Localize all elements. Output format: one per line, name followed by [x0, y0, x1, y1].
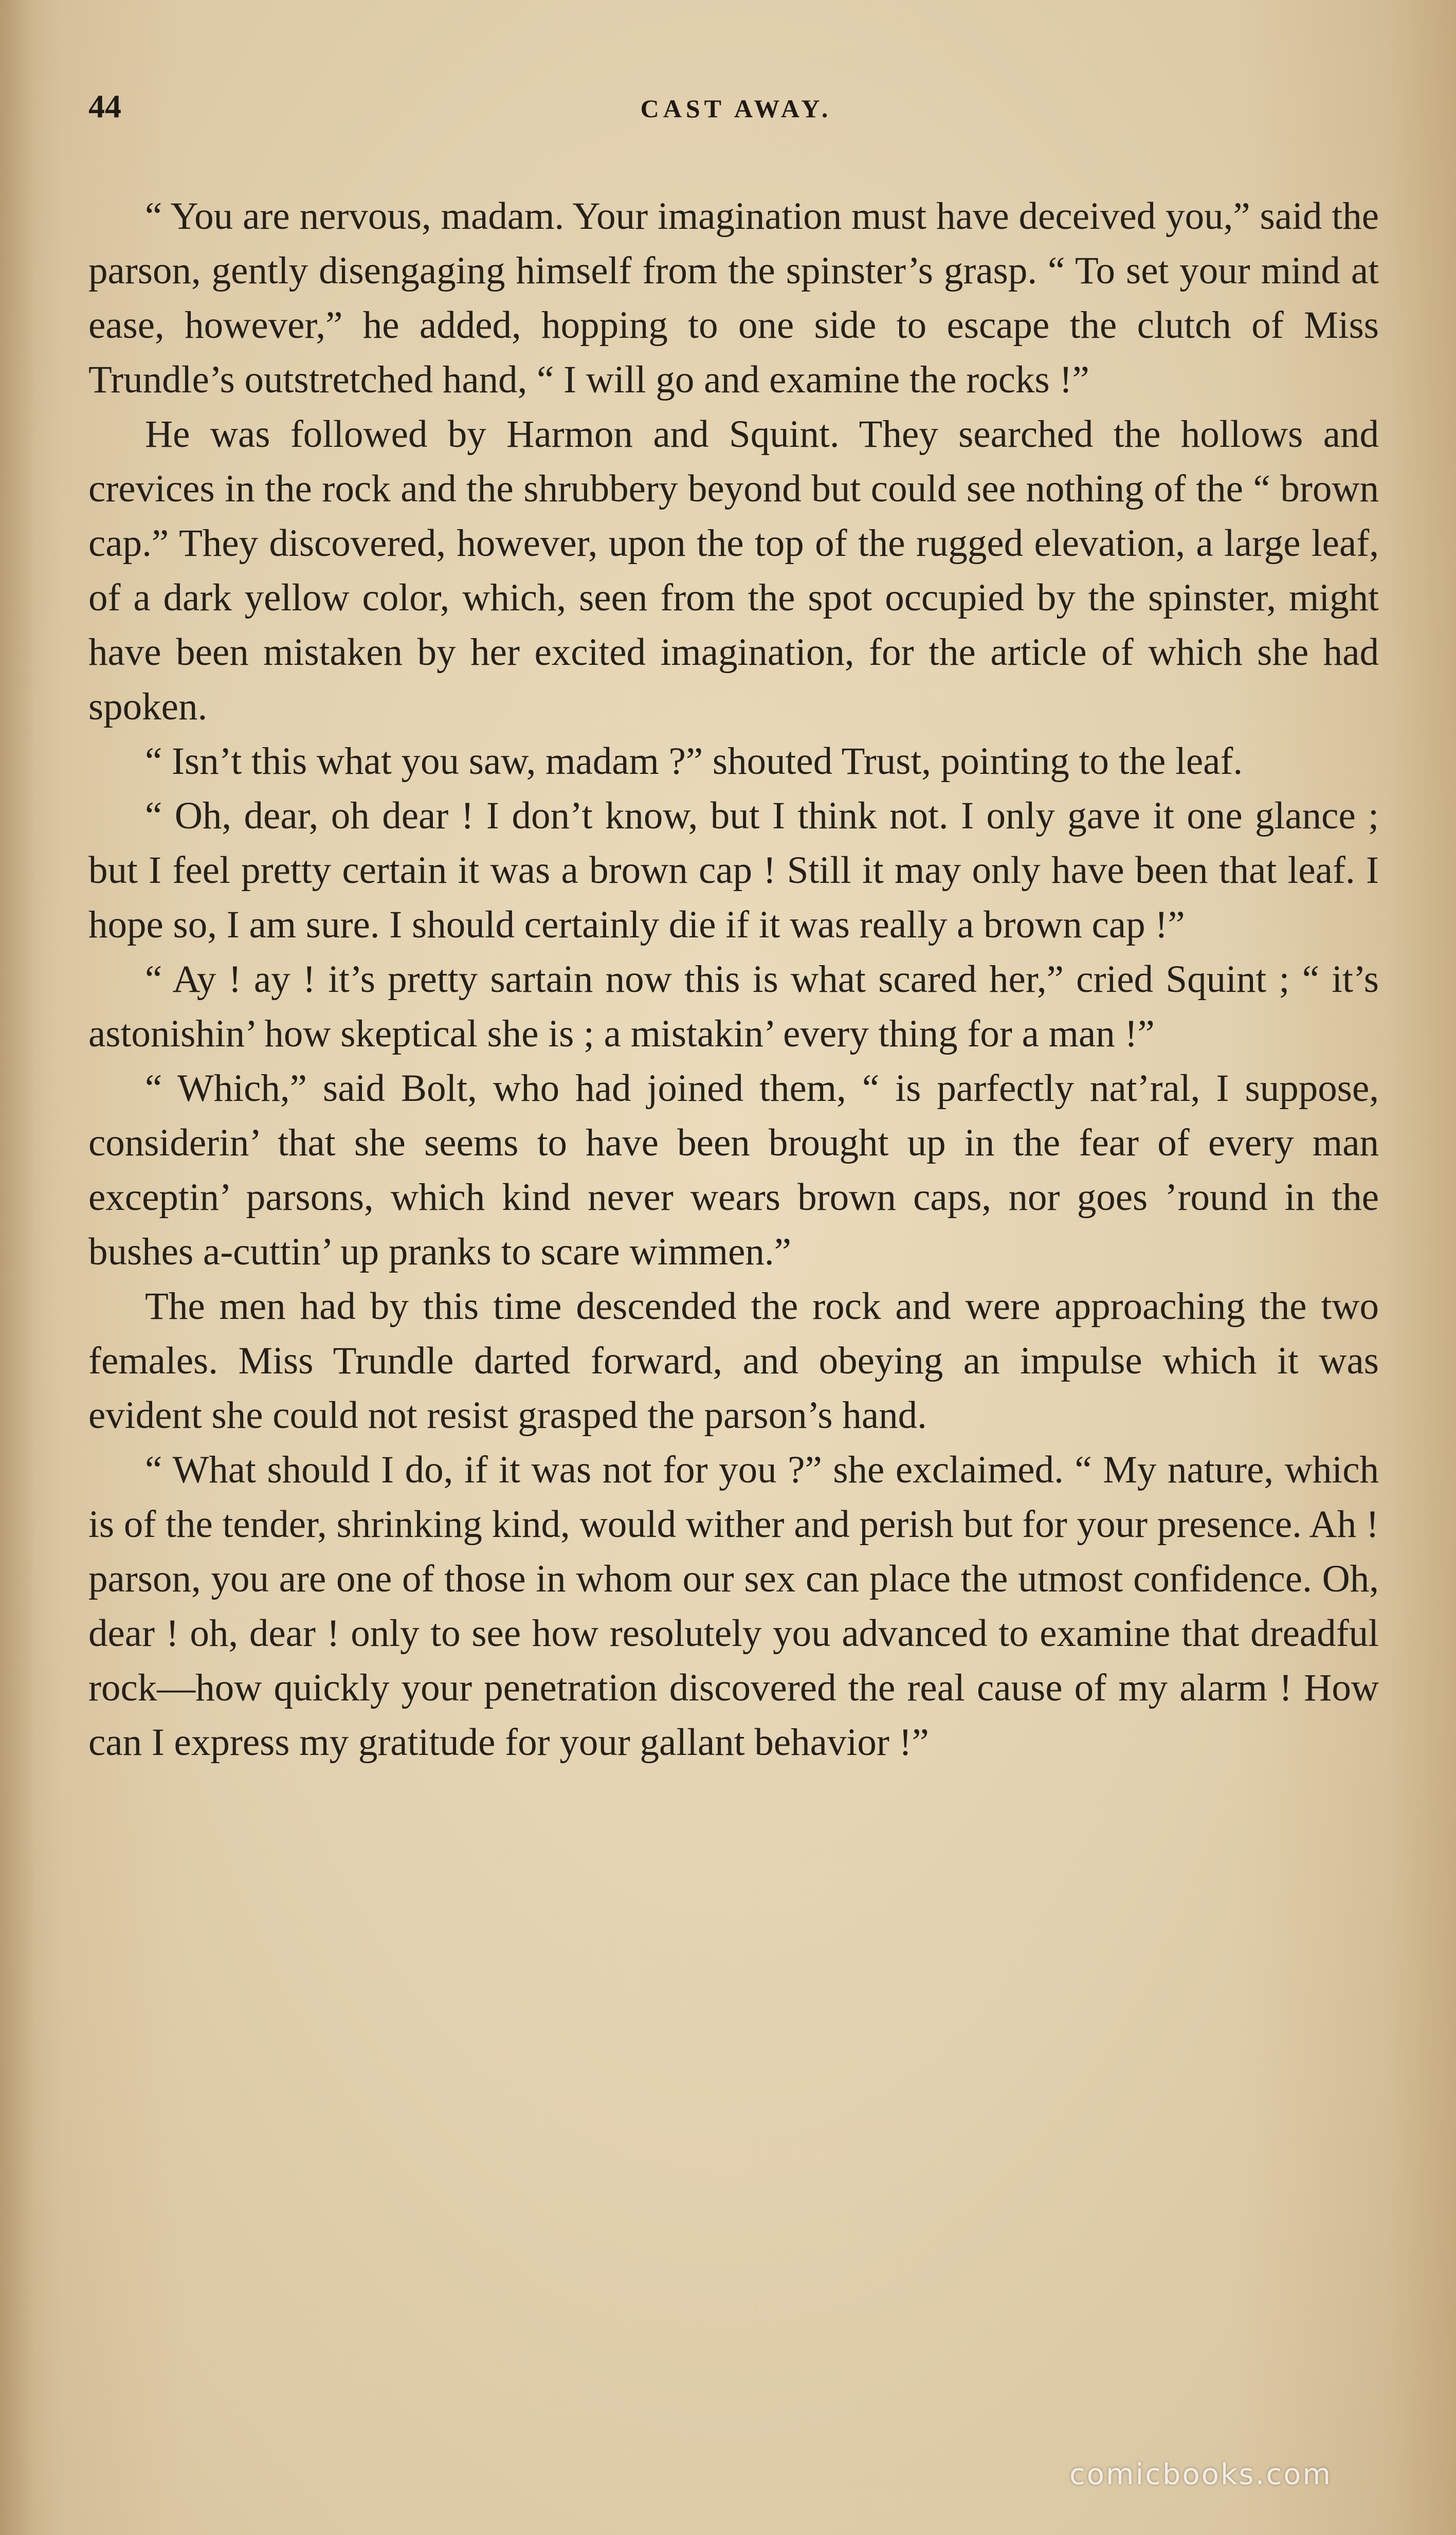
- body-text: [88, 189, 1379, 1770]
- paragraph-8: “ What should I do, if it was not for you ?” she exclaimed. “ My nature, which is of the tender, shrinking kind, would wither and perish but for your presence. Ah ! parson, you are one of those in whom our sex can place the utmost confidence. Oh, dear ! oh, dear ! only to see how resolutely you advanced to examine that dreadful rock—how quickly your penetration discovered the real cause of my alarm ! How can I express my gratitude for your gallant behavior !”: [88, 1448, 1379, 1764]
- paragraph-2: He was followed by Harmon and Squint. They searched the hollows and crevices in the rock and the shrubbery beyond but could see nothing of the “ brown cap.” They discovered, however, upon the top of the rugged elevation, a large leaf, of a dark yellow color, which, seen from the spot occupied by the spinster, might have been mistaken by her excited imagination, for the article of which she had spoken.: [88, 413, 1379, 728]
- paragraph-5: “ Ay ! ay ! it’s pretty sartain now this is what scared her,” cried Squint ; “ it’s astonishin’ how skeptical she is ; a mistakin’ every thing for a man !”: [88, 958, 1379, 1055]
- paragraph-1: “ You are nervous, madam. Your imagination must have deceived you,” said the parson, gently disengaging himself from the spinster’s grasp. “ To set your mind at ease, however,” he added, hopping to one side to escape the clutch of Miss Trundle’s outstretched hand, “ I will go and examine the rocks !”: [88, 195, 1379, 401]
- watermark: comicbooks.com: [1069, 2458, 1333, 2491]
- page-number: 44: [88, 88, 121, 124]
- running-title: CAST AWAY.: [640, 94, 832, 123]
- page-header: [88, 87, 1384, 134]
- page-edge-shadow: [0, 0, 36, 2535]
- paragraph-4: “ Oh, dear, oh dear ! I don’t know, but I think not. I only gave it one glance ; but I feel pretty certain it was a brown cap ! Still it may only have been that leaf. I hope so, I am sure. I should certainly die if it was really a brown cap !”: [88, 794, 1379, 946]
- paragraph-7: The men had by this time descended the rock and were approaching the two females. Miss Trundle darted forward, and obeying an impulse which it was evident she could not resist grasped the parson’s hand.: [88, 1285, 1379, 1437]
- paragraph-6: “ Which,” said Bolt, who had joined them, “ is parfectly nat’ral, I suppose, considerin’ that she seems to have been brought up in the fear of every man exceptin’ parsons, which kind never wears brown caps, nor goes ’round in the bushes a-cuttin’ up pranks to scare wimmen.”: [88, 1067, 1379, 1273]
- paragraph-3: “ Isn’t this what you saw, madam ?” shouted Trust, pointing to the leaf.: [145, 740, 1243, 783]
